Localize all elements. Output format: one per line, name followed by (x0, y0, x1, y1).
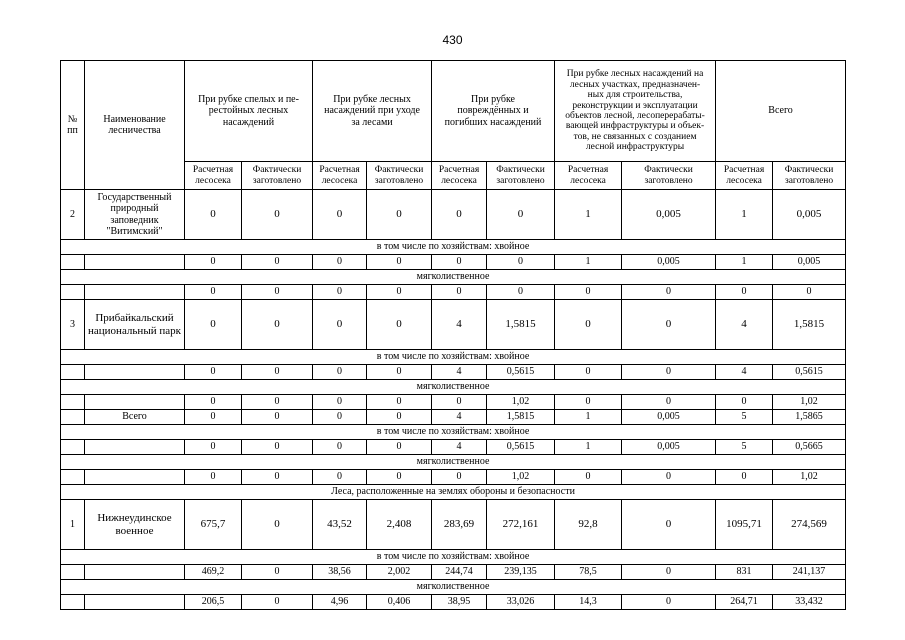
cell-value: 0 (242, 470, 313, 485)
cell-value: 0 (773, 285, 846, 300)
row-name (85, 470, 185, 485)
section-label: мягколиственное (61, 580, 846, 595)
section-row (61, 270, 846, 285)
cell-value: 274,569 (773, 500, 846, 550)
section-row (61, 425, 846, 440)
cell-value: 0 (185, 190, 242, 240)
cell-value: 1 (555, 255, 622, 270)
cell-value: 206,5 (185, 595, 242, 610)
section-label: в том числе по хозяйствам: хвойное (61, 550, 846, 565)
table-row (61, 595, 846, 610)
cell-value: 1,02 (773, 395, 846, 410)
row-name: Прибайкальский национальный парк (85, 300, 185, 350)
header-group-line: объектов лесной, лесоперерабаты- (565, 111, 705, 121)
cell-value: 0 (432, 470, 487, 485)
cell-value: 0 (242, 410, 313, 425)
table-row (61, 500, 846, 550)
row-number (61, 255, 85, 270)
header-group-line: погибших насаждений (444, 116, 542, 128)
row-name (85, 285, 185, 300)
row-name: Государственный природный заповедник "Витимский" (85, 190, 185, 240)
cell-value: 244,74 (432, 565, 487, 580)
cell-value: 0 (367, 255, 432, 270)
header-group-line: вающей инфраструктуры и объек- (565, 121, 705, 132)
header-sub-actual: Фактически заготовлено (242, 162, 313, 190)
cell-value: 4 (432, 440, 487, 455)
header-group-line: При рубке лесных (333, 94, 411, 106)
cell-value: 0 (367, 285, 432, 300)
cell-value: 0,005 (773, 255, 846, 270)
cell-value: 33,026 (487, 595, 555, 610)
row-number (61, 410, 85, 425)
cell-value: 1,02 (487, 395, 555, 410)
cell-value: 0 (313, 440, 367, 455)
cell-value: 0 (487, 190, 555, 240)
row-number (61, 285, 85, 300)
header-group-5 (716, 61, 846, 162)
header-group-2 (313, 61, 432, 162)
cell-value: 0 (622, 300, 716, 350)
cell-value: 14,3 (555, 595, 622, 610)
header-group-line: за лесами (351, 116, 393, 128)
cell-value: 675,7 (185, 500, 242, 550)
row-number (61, 470, 85, 485)
row-number (61, 365, 85, 380)
cell-value: 0 (185, 470, 242, 485)
header-sub-actual: Фактически заготовлено (487, 162, 555, 190)
cell-value: 264,71 (716, 595, 773, 610)
cell-value: 0 (367, 410, 432, 425)
row-number (61, 395, 85, 410)
cell-value: 0,005 (622, 410, 716, 425)
section-label: мягколиственное (61, 380, 846, 395)
header-group-line: рестойных лесных (208, 105, 289, 117)
cell-value: 0 (367, 470, 432, 485)
header-sub-estimated: Расчетная лесосека (432, 162, 487, 190)
cell-value: 1 (716, 190, 773, 240)
cell-value: 0 (622, 565, 716, 580)
cell-value: 0 (185, 440, 242, 455)
row-name (85, 565, 185, 580)
header-name: Наименование лесничества (85, 61, 185, 190)
cell-value: 0 (622, 285, 716, 300)
cell-value: 283,69 (432, 500, 487, 550)
cell-value: 0 (622, 595, 716, 610)
cell-value: 2,408 (367, 500, 432, 550)
cell-value: 0 (432, 285, 487, 300)
cell-value: 0,5615 (487, 440, 555, 455)
cell-value: 0 (716, 470, 773, 485)
cell-value: 241,137 (773, 565, 846, 580)
header-group-line: лесных участках, предназначен- (569, 79, 701, 90)
cell-value: 0 (242, 255, 313, 270)
cell-value: 0 (367, 395, 432, 410)
row-number (61, 440, 85, 455)
header-sub-estimated: Расчетная лесосека (185, 162, 242, 190)
cell-value: 0 (242, 395, 313, 410)
header-num: № пп (61, 61, 85, 190)
cell-value: 272,161 (487, 500, 555, 550)
forest-harvest-table (60, 60, 846, 610)
row-name (85, 255, 185, 270)
row-number (61, 565, 85, 580)
row-name (85, 440, 185, 455)
header-group-line: насаждений (222, 116, 275, 128)
table-row (61, 395, 846, 410)
cell-value: 0 (716, 285, 773, 300)
cell-value: 43,52 (313, 500, 367, 550)
header-group-line: Всего (768, 105, 793, 117)
row-name: Всего (85, 410, 185, 425)
section-label: мягколиственное (61, 455, 846, 470)
section-label: мягколиственное (61, 270, 846, 285)
cell-value: 1,02 (487, 470, 555, 485)
cell-value: 0 (313, 395, 367, 410)
cell-value: 0 (555, 300, 622, 350)
cell-value: 38,56 (313, 565, 367, 580)
cell-value: 0 (242, 190, 313, 240)
cell-value: 4 (716, 365, 773, 380)
cell-value: 1 (555, 440, 622, 455)
cell-value: 0 (185, 255, 242, 270)
header-group-line: При рубке лесных насаждений на (566, 69, 704, 80)
cell-value: 0 (487, 285, 555, 300)
cell-value: 0 (242, 300, 313, 350)
cell-value: 0 (555, 395, 622, 410)
cell-value: 0,5665 (773, 440, 846, 455)
cell-value: 1095,71 (716, 500, 773, 550)
cell-value: 0 (367, 190, 432, 240)
cell-value: 4 (716, 300, 773, 350)
header-sub-actual: Фактически заготовлено (367, 162, 432, 190)
cell-value: 0 (313, 255, 367, 270)
cell-value: 0,005 (622, 440, 716, 455)
row-name: Нижнеудинское военное (85, 500, 185, 550)
header-group-line: При рубке (471, 94, 515, 106)
cell-value: 1,5815 (487, 410, 555, 425)
table-row (61, 300, 846, 350)
header-group-line: При рубке спелых и пе- (198, 94, 299, 106)
cell-value: 4 (432, 365, 487, 380)
section-label: в том числе по хозяйствам: хвойное (61, 350, 846, 365)
section-label: Леса, расположенные на землях обороны и безопасности (61, 485, 846, 500)
cell-value: 0 (622, 470, 716, 485)
table-row (61, 565, 846, 580)
cell-value: 469,2 (185, 565, 242, 580)
section-row (61, 485, 846, 500)
cell-value: 1 (716, 255, 773, 270)
cell-value: 92,8 (555, 500, 622, 550)
cell-value: 0 (313, 300, 367, 350)
cell-value: 0 (367, 440, 432, 455)
header-group-line: ных для строительства, (587, 90, 683, 101)
header-group-line: тов, не связанных с созданием (573, 131, 697, 142)
cell-value: 0 (185, 410, 242, 425)
table-row (61, 190, 846, 240)
cell-value: 38,95 (432, 595, 487, 610)
cell-value: 0 (242, 285, 313, 300)
cell-value: 1,5815 (773, 300, 846, 350)
section-row (61, 240, 846, 255)
table-row (61, 255, 846, 270)
header-group-line: лесной инфраструктуры (585, 142, 685, 153)
header-group-line: насаждений при уходе (324, 105, 420, 117)
cell-value: 4,96 (313, 595, 367, 610)
header-group-4 (555, 61, 716, 162)
section-row (61, 550, 846, 565)
cell-value: 0 (313, 285, 367, 300)
cell-value: 0,005 (622, 190, 716, 240)
table-row (61, 285, 846, 300)
row-number: 2 (61, 190, 85, 240)
cell-value: 0 (185, 300, 242, 350)
cell-value: 0 (555, 365, 622, 380)
cell-value: 0 (367, 365, 432, 380)
cell-value: 0,5615 (487, 365, 555, 380)
cell-value: 0 (242, 365, 313, 380)
row-name (85, 365, 185, 380)
cell-value: 0 (622, 395, 716, 410)
cell-value: 0 (242, 440, 313, 455)
row-name (85, 595, 185, 610)
header-sub-actual: Фактически заготовлено (622, 162, 716, 190)
cell-value: 0 (313, 470, 367, 485)
section-row (61, 350, 846, 365)
row-number: 1 (61, 500, 85, 550)
cell-value: 0 (432, 190, 487, 240)
cell-value: 0,005 (773, 190, 846, 240)
header-group-1 (185, 61, 313, 162)
page-number: 430 (442, 33, 463, 47)
cell-value: 1 (555, 190, 622, 240)
table-row (61, 410, 846, 425)
cell-value: 0,005 (622, 255, 716, 270)
cell-value: 0 (185, 285, 242, 300)
section-row (61, 455, 846, 470)
row-number (61, 595, 85, 610)
cell-value: 0 (716, 395, 773, 410)
table-row (61, 440, 846, 455)
table-row (61, 470, 846, 485)
cell-value: 0,5615 (773, 365, 846, 380)
cell-value: 0 (313, 365, 367, 380)
cell-value: 0 (242, 500, 313, 550)
table-row (61, 365, 846, 380)
cell-value: 0 (185, 395, 242, 410)
cell-value: 0 (622, 500, 716, 550)
cell-value: 0 (242, 565, 313, 580)
header-row-groups (61, 61, 846, 162)
cell-value: 831 (716, 565, 773, 580)
cell-value: 78,5 (555, 565, 622, 580)
cell-value: 5 (716, 410, 773, 425)
section-row (61, 580, 846, 595)
cell-value: 1 (555, 410, 622, 425)
cell-value: 1,5865 (773, 410, 846, 425)
cell-value: 4 (432, 300, 487, 350)
cell-value: 0 (242, 595, 313, 610)
section-row (61, 380, 846, 395)
cell-value: 0,406 (367, 595, 432, 610)
cell-value: 0 (555, 470, 622, 485)
header-sub-estimated: Расчетная лесосека (716, 162, 773, 190)
row-number: 3 (61, 300, 85, 350)
cell-value: 0 (313, 410, 367, 425)
header-sub-estimated: Расчетная лесосека (555, 162, 622, 190)
cell-value: 0 (555, 285, 622, 300)
cell-value: 1,5815 (487, 300, 555, 350)
row-name (85, 395, 185, 410)
cell-value: 5 (716, 440, 773, 455)
header-group-3 (432, 61, 555, 162)
header-sub-actual: Фактически заготовлено (773, 162, 846, 190)
cell-value: 0 (487, 255, 555, 270)
cell-value: 1,02 (773, 470, 846, 485)
cell-value: 239,135 (487, 565, 555, 580)
header-sub-estimated: Расчетная лесосека (313, 162, 367, 190)
header-group-line: реконструкции и эксплуатации (572, 100, 698, 111)
section-label: в том числе по хозяйствам: хвойное (61, 425, 846, 440)
cell-value: 0 (313, 190, 367, 240)
cell-value: 2,002 (367, 565, 432, 580)
cell-value: 0 (185, 365, 242, 380)
section-label: в том числе по хозяйствам: хвойное (61, 240, 846, 255)
header-group-line: повреждённых и (457, 105, 529, 117)
cell-value: 33,432 (773, 595, 846, 610)
cell-value: 0 (367, 300, 432, 350)
cell-value: 4 (432, 410, 487, 425)
cell-value: 0 (432, 395, 487, 410)
cell-value: 0 (622, 365, 716, 380)
cell-value: 0 (432, 255, 487, 270)
